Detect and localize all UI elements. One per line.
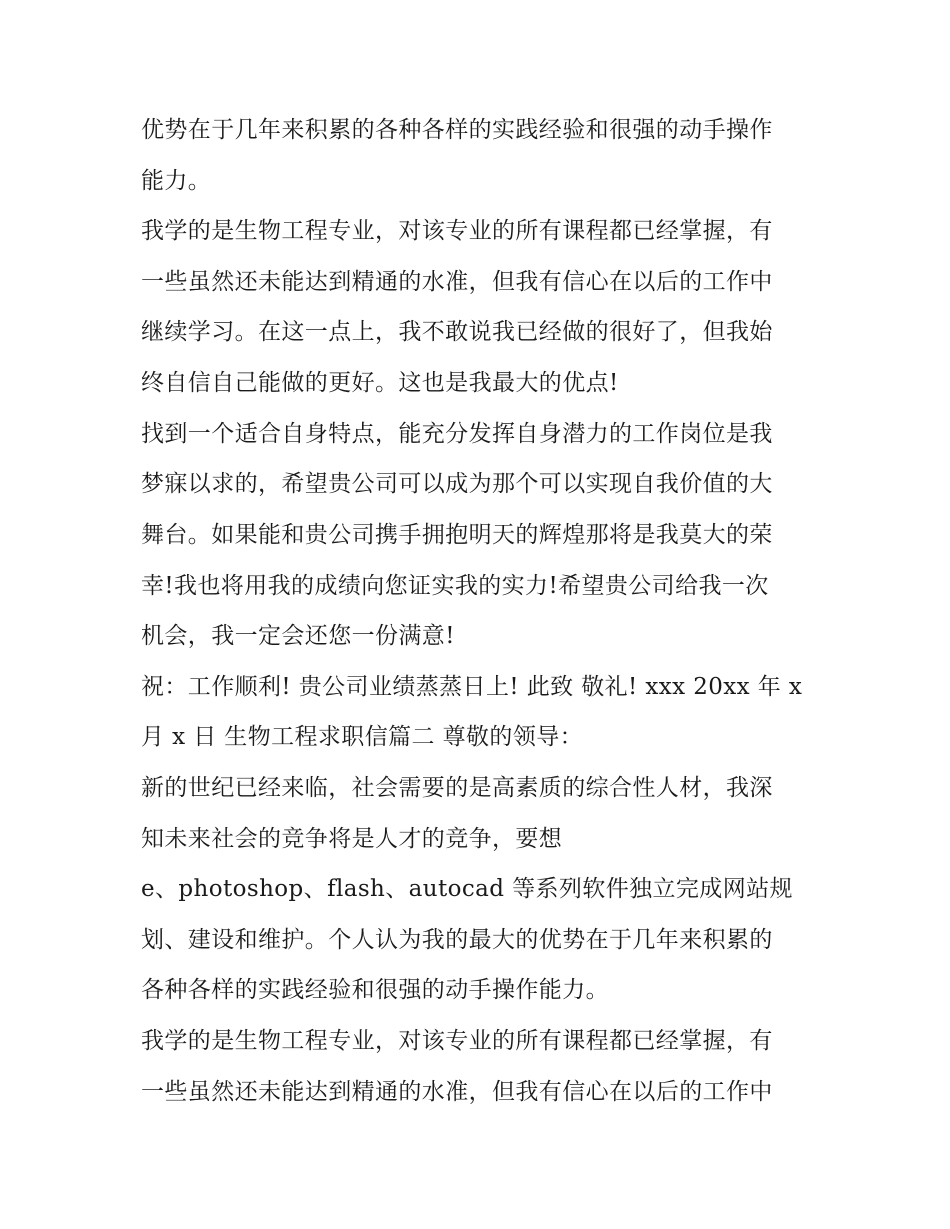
- text-line: 一些虽然还未能达到精通的水准，但我有信心在以后的工作中: [141, 1079, 773, 1105]
- text-line: 舞台。如果能和贵公司携手拥抱明天的辉煌那将是我莫大的荣: [141, 522, 773, 548]
- text-line: 幸!我也将用我的成绩向您证实我的实力!希望贵公司给我一次: [141, 573, 769, 599]
- text-line: 机会，我一定会还您一份满意!: [141, 623, 455, 649]
- text-line: 找到一个适合自身特点，能充分发挥自身潜力的工作岗位是我: [141, 421, 773, 447]
- text-line: e、photoshop、flash、autocad 等系列软件独立完成网站规: [141, 876, 793, 902]
- text-line: 我学的是生物工程专业，对该专业的所有课程都已经掌握，有: [141, 218, 773, 244]
- text-line: 祝：工作顺利! 贵公司业绩蒸蒸日上! 此致 敬礼! xxx 20xx 年 x: [141, 674, 803, 700]
- text-line: 优势在于几年来积累的各种各样的实践经验和很强的动手操作: [141, 117, 773, 143]
- text-line: 各种各样的实践经验和很强的动手操作能力。: [141, 977, 609, 1003]
- text-line: 我学的是生物工程专业，对该专业的所有课程都已经掌握，有: [141, 1028, 773, 1054]
- text-line: 终自信自己能做的更好。这也是我最大的优点!: [141, 370, 619, 396]
- text-line: 梦寐以求的，希望贵公司可以成为那个可以实现自我价值的大: [141, 471, 773, 497]
- text-line: 新的世纪已经来临，社会需要的是高素质的综合性人材，我深: [141, 775, 773, 801]
- text-line: 一些虽然还未能达到精通的水准，但我有信心在以后的工作中: [141, 269, 773, 295]
- text-line: 继续学习。在这一点上，我不敢说我已经做的很好了，但我始: [141, 319, 773, 345]
- text-line: 划、建设和维护。个人认为我的最大的优势在于几年来积累的: [141, 927, 773, 953]
- text-line: 能力。: [141, 168, 212, 194]
- text-line: 知未来社会的竞争将是人才的竞争，要想: [141, 826, 563, 852]
- text-line: 月 x 日 生物工程求职信篇二 尊敬的领导：: [141, 724, 584, 750]
